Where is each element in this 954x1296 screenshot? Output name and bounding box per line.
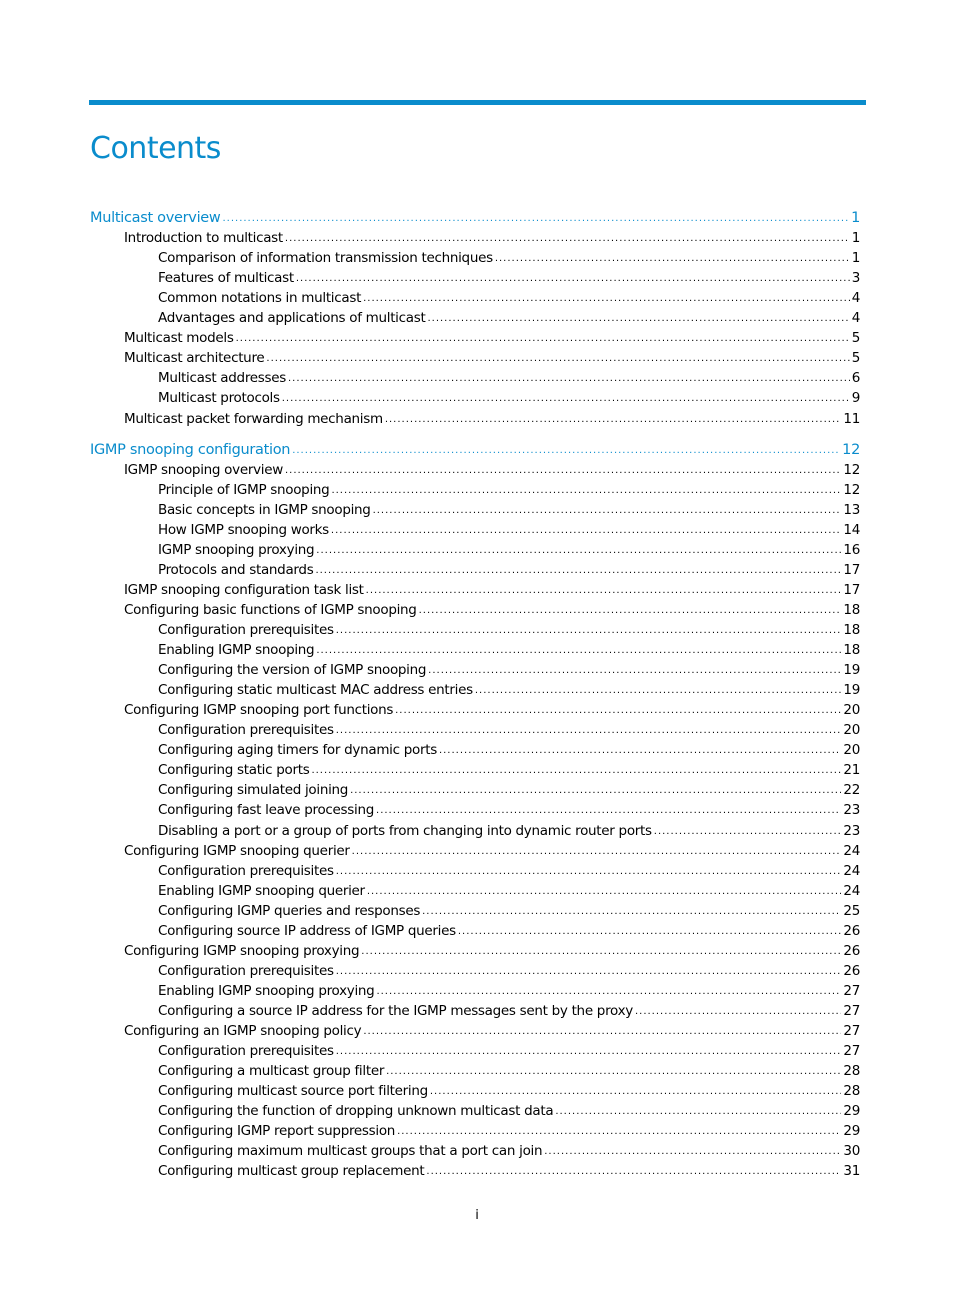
toc-entry[interactable] [124, 460, 860, 480]
dot-leader [428, 662, 841, 680]
toc-entry[interactable] [158, 1081, 860, 1101]
dot-leader [495, 250, 850, 268]
toc-entry-page: 18 [843, 622, 860, 638]
toc-entry-title: Configuring IGMP queries and responses [158, 902, 421, 919]
toc-entry-title: Configuring simulated joining [158, 782, 349, 799]
dot-leader [336, 722, 842, 740]
toc-entry-page: 20 [843, 742, 860, 759]
toc-entry-page: 27 [843, 982, 860, 999]
dot-leader [316, 642, 841, 660]
toc-entry-page: 1 [851, 230, 860, 247]
toc-entry-title: Configuring IGMP snooping proxying [124, 942, 360, 959]
dot-leader [316, 542, 841, 560]
toc-entry-title: Features of multicast [158, 270, 294, 287]
toc-entry[interactable] [158, 901, 860, 921]
dot-leader [331, 522, 841, 540]
toc-entry[interactable] [158, 720, 860, 740]
toc-entry-page: 22 [843, 782, 860, 799]
toc-entry-title: Multicast models [124, 330, 234, 347]
toc-entry-title: Configuration prerequisites [158, 962, 334, 979]
toc-entry-title: Enabling IGMP snooping querier [158, 882, 365, 899]
toc-entry[interactable] [90, 208, 860, 228]
toc-entry-page: 20 [843, 722, 860, 739]
dot-leader [222, 210, 849, 228]
toc-entry-page: 13 [843, 501, 860, 518]
toc-entry-title: Principle of IGMP snooping [158, 481, 330, 498]
toc-entry[interactable] [158, 308, 860, 328]
toc-entry-page: 19 [843, 682, 860, 699]
toc-entry[interactable] [124, 600, 860, 620]
dot-leader [285, 230, 850, 248]
toc-entry[interactable] [158, 760, 860, 780]
toc-entry[interactable] [158, 780, 860, 800]
toc-entry-title: Configuring basic functions of IGMP snooping [124, 601, 417, 618]
toc-entry[interactable] [124, 580, 860, 600]
toc-entry[interactable] [158, 540, 860, 560]
dot-leader [331, 482, 841, 500]
toc-entry-title: Protocols and standards [158, 561, 314, 578]
toc-entry[interactable] [124, 328, 860, 348]
toc-entry-page: 26 [843, 942, 860, 959]
toc-entry-page: 16 [843, 541, 860, 558]
toc-entry-page: 12 [842, 441, 860, 458]
toc-entry-page: 24 [843, 842, 860, 859]
title-rule [89, 100, 866, 105]
toc-entry[interactable] [158, 861, 860, 881]
toc-entry-title: Configuring fast leave processing [158, 802, 375, 819]
toc-entry-page: 26 [843, 962, 860, 979]
dot-leader [285, 462, 841, 480]
toc-entry-title: Configuration prerequisites [158, 722, 334, 739]
toc-entry-title: Basic concepts in IGMP snooping [158, 501, 371, 518]
dot-leader [373, 502, 842, 520]
dot-leader [236, 330, 850, 348]
toc-entry-title: Configuring IGMP report suppression [158, 1123, 396, 1140]
toc-entry[interactable] [158, 1121, 860, 1141]
toc-entry-title: Configuring the version of IGMP snooping [158, 662, 427, 679]
dot-leader [311, 762, 841, 780]
toc-entry-page: 12 [843, 481, 860, 498]
toc-entry-title: Configuring static multicast MAC address entries [158, 682, 473, 699]
toc-entry-title: Configuring multicast source port filtering [158, 1083, 428, 1100]
toc-entry-page: 23 [843, 802, 860, 819]
dot-leader [386, 1063, 841, 1081]
toc-entry-title: IGMP snooping configuration [90, 441, 291, 458]
toc-entry[interactable] [158, 800, 860, 820]
toc-entry-page: 20 [843, 702, 860, 719]
toc-entry-title: Configuration prerequisites [158, 622, 334, 638]
toc-entry-title: IGMP snooping overview [124, 461, 283, 478]
toc-entry[interactable] [158, 1101, 860, 1121]
dot-leader [363, 290, 850, 308]
dot-leader [350, 782, 841, 800]
toc-entry[interactable] [124, 348, 860, 368]
toc-entry[interactable] [158, 1141, 860, 1161]
toc-entry[interactable] [124, 228, 860, 248]
toc-entry-page: 9 [851, 390, 860, 407]
toc-entry-title: Multicast addresses [158, 370, 286, 387]
dot-leader [363, 1023, 841, 1041]
toc-entry-page: 19 [843, 662, 860, 679]
toc-entry[interactable] [158, 921, 860, 941]
toc-entry-title: Common notations in multicast [158, 290, 362, 307]
toc-entry-page: 12 [843, 461, 860, 478]
dot-leader [385, 411, 842, 429]
toc-entry[interactable] [158, 268, 860, 288]
toc-entry-title: Configuring maximum multicast groups that a port can join [158, 1143, 543, 1160]
toc-entry-title: Configuring source IP address of IGMP queries [158, 922, 456, 939]
toc-entry[interactable] [158, 480, 860, 500]
toc-entry-page: 27 [843, 1002, 860, 1019]
toc-entry[interactable] [124, 409, 860, 429]
toc-entry-title: Configuring aging timers for dynamic ports [158, 742, 437, 759]
toc-entry[interactable] [124, 1021, 860, 1041]
dot-leader [635, 1003, 841, 1021]
toc-entry-page: 28 [843, 1063, 860, 1080]
toc-entry-page: 29 [843, 1123, 860, 1140]
toc-entry[interactable] [158, 248, 860, 268]
toc-entry-title: Configuring IGMP snooping port functions [124, 702, 394, 719]
dot-leader [296, 270, 850, 288]
toc-entry-title: Multicast overview [90, 210, 221, 226]
toc-entry[interactable] [124, 700, 860, 720]
toc-entry[interactable] [158, 821, 860, 841]
toc-entry-title: IGMP snooping configuration task list [124, 581, 364, 598]
toc-entry[interactable] [158, 1061, 860, 1081]
toc-entry-page: 4 [851, 290, 860, 307]
toc-entry-page: 17 [843, 581, 860, 598]
toc-entry-page: 28 [843, 1083, 860, 1100]
dot-leader [555, 1103, 841, 1121]
toc-entry[interactable] [158, 1161, 860, 1181]
dot-leader [352, 843, 842, 861]
dot-leader [397, 1123, 841, 1141]
toc-entry-page: 30 [843, 1143, 860, 1160]
dot-leader [427, 310, 849, 328]
toc-entry-page: 14 [843, 521, 860, 538]
dot-leader [376, 983, 841, 1001]
toc-entry-title: Configuration prerequisites [158, 1043, 334, 1060]
toc-entry-title: Configuring IGMP snooping querier [124, 842, 350, 859]
toc-entry-page: 5 [851, 330, 860, 347]
dot-leader [361, 943, 841, 961]
toc-entry-title: Advantages and applications of multicast [158, 310, 426, 327]
dot-leader [422, 903, 841, 921]
toc-entry-title: Configuring a multicast group filter [158, 1063, 385, 1080]
dot-leader [475, 682, 842, 700]
toc-entry[interactable] [90, 440, 860, 460]
toc-entry-title: Disabling a port or a group of ports from changing into dynamic router ports [158, 822, 652, 839]
dot-leader [315, 562, 841, 580]
toc-entry-title: Multicast architecture [124, 350, 265, 367]
toc-entry-title: Configuring multicast group replacement [158, 1163, 425, 1180]
page-number: i [475, 1208, 479, 1223]
dot-leader [439, 742, 841, 760]
dot-leader [282, 390, 850, 408]
toc-entry[interactable] [158, 740, 860, 760]
dot-leader [336, 963, 842, 981]
dot-leader [395, 702, 841, 720]
toc-entry[interactable] [158, 620, 860, 640]
toc-entry-page: 31 [843, 1163, 860, 1180]
toc-entry-page: 25 [843, 902, 860, 919]
dot-leader [430, 1083, 842, 1101]
toc-entry-page: 24 [843, 862, 860, 879]
toc-entry[interactable] [158, 961, 860, 981]
toc-entry-title: Introduction to multicast [124, 230, 283, 247]
page-title: Contents [90, 131, 221, 167]
dot-leader [336, 863, 842, 881]
dot-leader [336, 1043, 842, 1061]
toc-entry[interactable] [158, 560, 860, 580]
toc-entry-page: 29 [843, 1103, 860, 1120]
toc-entry-title: Multicast packet forwarding mechanism [124, 410, 383, 427]
dot-leader [426, 1163, 841, 1181]
dot-leader [376, 802, 841, 820]
toc-entry-title: Configuring static ports [158, 762, 310, 779]
toc-entry-page: 24 [843, 882, 860, 899]
toc-entry-title: Configuring a source IP address for the IGMP messages sent by the proxy [158, 1002, 633, 1019]
toc-entry-page: 17 [843, 561, 860, 578]
dot-leader [336, 622, 842, 640]
toc-entry-page: 5 [851, 350, 860, 367]
dot-leader [367, 883, 842, 901]
toc-entry[interactable] [124, 941, 860, 961]
toc-entry-title: Enabling IGMP snooping [158, 642, 315, 659]
toc-entry-page: 23 [843, 822, 860, 839]
toc-entry[interactable] [158, 1001, 860, 1021]
toc-entry[interactable] [158, 881, 860, 901]
toc-entry-page: 3 [851, 270, 860, 287]
toc-entry-page: 6 [851, 370, 860, 387]
dot-leader [288, 370, 850, 388]
toc-entry-title: Multicast protocols [158, 390, 280, 407]
dot-leader [419, 602, 842, 620]
toc-entry-page: 1 [851, 250, 860, 267]
dot-leader [544, 1143, 841, 1161]
toc-entry[interactable] [158, 660, 860, 680]
toc-entry[interactable] [124, 841, 860, 861]
toc-entry[interactable] [158, 680, 860, 700]
toc-entry[interactable] [158, 288, 860, 308]
toc-entry-page: 26 [843, 922, 860, 939]
dot-leader [292, 442, 840, 460]
toc-entry[interactable] [158, 1041, 860, 1061]
dot-leader [654, 823, 842, 841]
dot-leader [458, 923, 842, 941]
toc-entry[interactable] [158, 388, 860, 408]
toc-entry-page: 27 [843, 1023, 860, 1039]
toc-entry-page: 1 [851, 210, 860, 226]
dot-leader [266, 350, 849, 368]
toc-entry[interactable] [158, 640, 860, 660]
toc-entry-title: Configuration prerequisites [158, 862, 334, 879]
toc-entry-page: 4 [851, 310, 860, 327]
toc-entry-page: 18 [843, 601, 860, 618]
dot-leader [366, 582, 842, 600]
toc-entry[interactable] [158, 368, 860, 388]
toc-entry-title: Configuring the function of dropping unknown multicast data [158, 1103, 554, 1120]
toc-entry-page: 21 [843, 762, 860, 779]
toc-entry-page: 27 [843, 1043, 860, 1060]
toc-entry-page: 18 [843, 642, 860, 659]
toc-entry-title: Enabling IGMP snooping proxying [158, 982, 375, 999]
toc-entry[interactable] [158, 500, 860, 520]
toc-entry-title: Comparison of information transmission techniques [158, 250, 493, 267]
toc-entry-title: Configuring an IGMP snooping policy [124, 1023, 362, 1039]
toc-entry-title: IGMP snooping proxying [158, 541, 315, 558]
toc-entry[interactable] [158, 520, 860, 540]
toc-entry[interactable] [158, 981, 860, 1001]
toc-entry-title: How IGMP snooping works [158, 521, 329, 538]
toc-entry-page: 11 [843, 410, 860, 427]
